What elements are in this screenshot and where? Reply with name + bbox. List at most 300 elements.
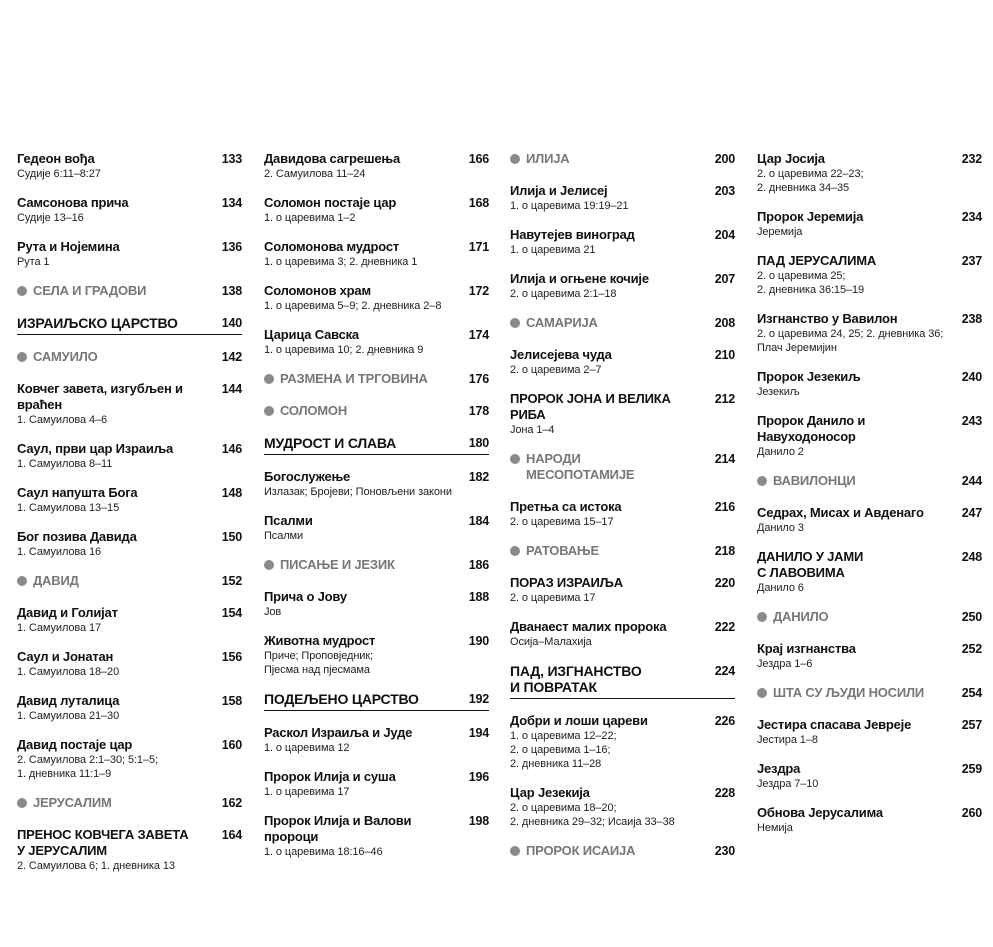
entry-title: Илија и Јелисеј <box>510 183 608 198</box>
entry-heading <box>17 151 242 167</box>
toc-entry <box>510 183 735 213</box>
section-label <box>17 349 98 365</box>
bullet-icon <box>757 612 767 622</box>
toc-entry <box>264 769 489 799</box>
entry-heading <box>17 381 242 413</box>
entry-heading <box>510 713 735 729</box>
toc-entry <box>757 717 982 747</box>
toc-entry <box>17 605 242 635</box>
entry-reference: Јона 1–4 <box>510 424 555 436</box>
page-number: 250 <box>961 610 982 624</box>
entry-title: ПРОРОК ЈОНА И ВЕЛИКА РИБА <box>510 391 671 422</box>
bullet-icon <box>264 374 274 384</box>
page-number: 168 <box>468 196 489 210</box>
entry-heading <box>264 513 489 529</box>
section-label <box>757 685 924 701</box>
entry-title: Крај изгнанства <box>757 641 856 656</box>
entry-title: Соломон постаје цар <box>264 195 397 210</box>
entry-heading <box>17 737 242 753</box>
entry-heading <box>757 369 982 385</box>
toc-column-2 <box>264 151 489 873</box>
entry-title: Пророк Језекиљ <box>757 369 861 384</box>
page-number: 244 <box>961 474 982 488</box>
section-label <box>264 403 347 419</box>
entry-heading <box>264 469 489 485</box>
section-title: НАРОДИ МЕСОПОТАМИЈЕ <box>526 451 635 482</box>
page-number: 136 <box>221 240 242 254</box>
toc-entry <box>510 499 735 529</box>
toc-entry <box>264 283 489 313</box>
section-label <box>264 371 428 387</box>
page-number: 234 <box>961 210 982 224</box>
toc-entry <box>264 813 489 859</box>
toc-section <box>510 451 735 483</box>
page-number: 142 <box>221 350 242 364</box>
part-title: МУДРОСТ И СЛАВА <box>264 435 397 451</box>
entry-title: Јелисејева чуда <box>510 347 612 362</box>
part-heading <box>264 435 489 451</box>
toc-entry <box>264 633 489 677</box>
bullet-icon <box>17 286 27 296</box>
page-number: 148 <box>221 486 242 500</box>
entry-reference: 1. о царевима 10; 2. дневника 9 <box>264 344 424 356</box>
entry-title: Рута и Нојемина <box>17 239 120 254</box>
entry-title: ДАНИЛО У ЈАМИ С ЛАВОВИМА <box>757 549 864 580</box>
toc-entry <box>264 195 489 225</box>
entry-heading <box>510 183 735 199</box>
entry-heading <box>264 725 489 741</box>
entry-reference: 1. Самуилова 18–20 <box>17 666 120 678</box>
page-number: 184 <box>468 514 489 528</box>
entry-reference: 1. Самуилова 8–11 <box>17 458 113 470</box>
toc-section <box>510 151 735 167</box>
bullet-icon <box>17 352 27 362</box>
toc-entry <box>264 239 489 269</box>
section-title: САМУИЛО <box>33 349 98 364</box>
bullet-icon <box>510 318 520 328</box>
section-label <box>510 151 569 167</box>
toc-entry <box>510 713 735 771</box>
entry-reference: 2. о царевима 18–20; 2. дневника 29–32; Исаија 33–38 <box>510 802 675 828</box>
section-heading <box>510 543 735 559</box>
section-title: ВАВИЛОНЦИ <box>773 473 856 488</box>
toc-entry <box>510 575 735 605</box>
entry-reference: Језекиљ <box>757 386 800 398</box>
toc-entry <box>510 227 735 257</box>
entry-title: Соломонова мудрост <box>264 239 400 254</box>
entry-reference: 2. о царевима 15–17 <box>510 516 614 528</box>
page-number: 188 <box>468 590 489 604</box>
section-label <box>17 283 146 299</box>
toc-entry <box>17 737 242 781</box>
section-label <box>510 543 599 559</box>
entry-reference: 2. Самуилова 6; 1. дневника 13 <box>17 860 175 872</box>
entry-heading <box>17 529 242 545</box>
toc-entry <box>757 209 982 239</box>
page-number: 176 <box>468 372 489 386</box>
toc-section <box>510 315 735 331</box>
entry-title: Јестира спасава Јевреје <box>757 717 912 732</box>
section-label <box>264 557 395 573</box>
page-number: 172 <box>468 284 489 298</box>
entry-reference: 2. о царевима 24, 25; 2. дневника 36; Плач Јеремијин <box>757 328 944 354</box>
entry-reference: 1. о царевима 17 <box>264 786 350 798</box>
entry-reference: Псалми <box>264 530 304 542</box>
entry-heading <box>510 575 735 591</box>
section-title: ИЛИЈА <box>526 151 570 166</box>
toc-section <box>510 543 735 559</box>
entry-title: Ковчег завета, изгубљен и враћен <box>17 381 183 412</box>
entry-heading <box>757 311 982 327</box>
bullet-icon <box>17 576 27 586</box>
page-number: 138 <box>221 284 242 298</box>
page-number: 158 <box>221 694 242 708</box>
page-number: 162 <box>221 796 242 810</box>
toc-entry <box>17 239 242 269</box>
toc-entry <box>757 369 982 399</box>
entry-reference: 2. о царевима 25; 2. дневника 36:15–19 <box>757 270 865 296</box>
toc-entry <box>17 195 242 225</box>
entry-heading <box>757 151 982 167</box>
entry-reference: Судије 13–16 <box>17 212 84 224</box>
entry-title: Пророк Илија и Валови пророци <box>264 813 412 844</box>
entry-title: Животна мудрост <box>264 633 376 648</box>
toc-entry <box>757 805 982 835</box>
entry-heading <box>17 239 242 255</box>
section-label <box>510 451 634 483</box>
entry-reference: 2. о царевима 22–23; 2. дневника 34–35 <box>757 168 864 194</box>
section-heading <box>757 685 982 701</box>
page-number: 171 <box>468 240 489 254</box>
entry-heading <box>757 209 982 225</box>
entry-heading <box>17 195 242 211</box>
entry-reference: 1. Самуилова 4–6 <box>17 414 108 426</box>
toc-section <box>264 403 489 419</box>
page-number: 247 <box>961 506 982 520</box>
page-number: 237 <box>961 254 982 268</box>
toc-entry <box>17 529 242 559</box>
entry-reference: Излазак; Бројеви; Поновљени закони <box>264 486 452 498</box>
toc-part <box>510 663 735 699</box>
page-number: 203 <box>714 184 735 198</box>
toc-part <box>17 315 242 335</box>
page-number: 154 <box>221 606 242 620</box>
entry-reference: Јездра 1–6 <box>757 658 813 670</box>
toc-section <box>757 473 982 489</box>
bullet-icon <box>510 846 520 856</box>
entry-heading <box>757 717 982 733</box>
toc-entry <box>264 513 489 543</box>
entry-title: Саул и Јонатан <box>17 649 114 664</box>
entry-title: Бог позива Давида <box>17 529 137 544</box>
entry-heading <box>757 641 982 657</box>
page-number: 240 <box>961 370 982 384</box>
section-title: СЕЛА И ГРАДОВИ <box>33 283 147 298</box>
toc-column-3 <box>510 151 735 875</box>
toc-column-1 <box>17 151 242 887</box>
toc-entry <box>757 505 982 535</box>
toc-entry <box>264 151 489 181</box>
section-heading <box>757 473 982 489</box>
entry-title: Навутејев виноград <box>510 227 635 242</box>
entry-reference: 2. Самуилова 2:1–30; 5:1–5; 1. дневника 11:1–9 <box>17 754 158 780</box>
entry-heading <box>510 619 735 635</box>
entry-title: Давид и Голијат <box>17 605 118 620</box>
page-number: 198 <box>468 814 489 828</box>
page-number: 260 <box>961 806 982 820</box>
entry-heading <box>264 633 489 649</box>
page-number: 180 <box>468 436 489 450</box>
toc-entry <box>757 761 982 791</box>
part-heading <box>17 315 242 331</box>
entry-heading <box>264 239 489 255</box>
entry-reference: Рута 1 <box>17 256 50 268</box>
section-title: РАТОВАЊЕ <box>526 543 600 558</box>
section-title: ПИСАЊЕ И ЈЕЗИК <box>280 557 395 572</box>
entry-reference: 2. Самуилова 11–24 <box>264 168 366 180</box>
entry-title: Илија и огњене кочије <box>510 271 649 286</box>
entry-reference: Јов <box>264 606 282 618</box>
entry-title: Пророк Данило и Навуходоносор <box>757 413 866 444</box>
entry-title: Дванаест малих пророка <box>510 619 667 634</box>
entry-reference: 1. о царевима 21 <box>510 244 596 256</box>
entry-title: Гедеон вођа <box>17 151 95 166</box>
page-number: 214 <box>714 452 735 466</box>
entry-heading <box>757 253 982 269</box>
entry-title: Седрах, Мисах и Авденаго <box>757 505 924 520</box>
page-number: 248 <box>961 550 982 564</box>
toc-section <box>17 795 242 811</box>
toc-section <box>757 609 982 625</box>
entry-title: Соломонов храм <box>264 283 371 298</box>
section-title: САМАРИЈА <box>526 315 598 330</box>
entry-title: Давид луталица <box>17 693 120 708</box>
entry-reference: Осија–Малахија <box>510 636 592 648</box>
page-number: 232 <box>961 152 982 166</box>
page-number: 208 <box>714 316 735 330</box>
page-number: 182 <box>468 470 489 484</box>
toc-entry <box>510 347 735 377</box>
toc-entry <box>757 549 982 595</box>
entry-title: Царица Савска <box>264 327 359 342</box>
page-number: 207 <box>714 272 735 286</box>
page-number: 218 <box>714 544 735 558</box>
section-heading <box>510 151 735 167</box>
toc-section <box>757 685 982 701</box>
entry-heading <box>510 271 735 287</box>
page-number: 212 <box>714 392 735 406</box>
toc-section <box>264 371 489 387</box>
toc-entry <box>17 485 242 515</box>
page-number: 230 <box>714 844 735 858</box>
section-heading <box>264 403 489 419</box>
entry-reference: 1. Самуилова 16 <box>17 546 102 558</box>
toc-entry <box>264 327 489 357</box>
toc-column-4 <box>757 151 982 849</box>
entry-heading <box>510 227 735 243</box>
section-label <box>510 315 598 331</box>
toc-entry <box>757 253 982 297</box>
entry-reference: 2. о царевима 17 <box>510 592 596 604</box>
entry-reference: Јеремија <box>757 226 803 238</box>
entry-reference: Јездра 7–10 <box>757 778 819 790</box>
page-number: 160 <box>221 738 242 752</box>
section-label <box>510 843 635 859</box>
bullet-icon <box>510 154 520 164</box>
entry-heading <box>757 505 982 521</box>
entry-reference: Данило 6 <box>757 582 804 594</box>
bullet-icon <box>264 560 274 570</box>
bullet-icon <box>264 406 274 416</box>
entry-heading <box>17 441 242 457</box>
toc-entry <box>510 271 735 301</box>
entry-reference: 1. о царевима 18:16–46 <box>264 846 383 858</box>
entry-title: Прича о Јову <box>264 589 347 604</box>
entry-heading <box>264 769 489 785</box>
entry-title: Пророк Илија и суша <box>264 769 396 784</box>
entry-title: Саул, први цар Израиља <box>17 441 174 456</box>
page-number: 210 <box>714 348 735 362</box>
entry-heading <box>510 499 735 515</box>
toc-entry <box>510 391 735 437</box>
page-number: 140 <box>221 316 242 330</box>
page-number: 156 <box>221 650 242 664</box>
page-number: 166 <box>468 152 489 166</box>
page-number: 174 <box>468 328 489 342</box>
entry-reference: 1. о царевима 1–2 <box>264 212 356 224</box>
entry-heading <box>510 347 735 363</box>
toc-section <box>264 557 489 573</box>
toc-entry <box>17 649 242 679</box>
bullet-icon <box>757 688 767 698</box>
page-number: 224 <box>714 664 735 678</box>
entry-title: ПОРАЗ ИЗРАИЉА <box>510 575 623 590</box>
entry-reference: 1. Самуилова 13–15 <box>17 502 120 514</box>
entry-reference: Јестира 1–8 <box>757 734 818 746</box>
entry-title: Давид постаје цар <box>17 737 133 752</box>
toc-entry <box>17 827 242 873</box>
toc-section <box>17 283 242 299</box>
section-heading <box>17 349 242 365</box>
page-number: 200 <box>714 152 735 166</box>
section-heading <box>510 843 735 859</box>
entry-title: Претња са истока <box>510 499 622 514</box>
toc-entry <box>757 641 982 671</box>
section-heading <box>17 573 242 589</box>
entry-title: ПРЕНОС КОВЧЕГА ЗАВЕТА У ЈЕРУСАЛИМ <box>17 827 189 858</box>
entry-reference: 1. о царевима 12 <box>264 742 350 754</box>
bullet-icon <box>17 798 27 808</box>
page-number: 150 <box>221 530 242 544</box>
entry-title: Јездра <box>757 761 801 776</box>
entry-title: Изгнанство у Вавилон <box>757 311 898 326</box>
section-label <box>757 473 856 489</box>
entry-reference: 2. о царевима 2–7 <box>510 364 602 376</box>
entry-reference: 2. о царевима 2:1–18 <box>510 288 617 300</box>
entry-heading <box>757 413 982 445</box>
page-number: 192 <box>468 692 489 706</box>
entry-heading <box>264 283 489 299</box>
toc-entry <box>264 589 489 619</box>
part-title: ПОДЕЉЕНО ЦАРСТВО <box>264 691 419 707</box>
toc-entry <box>757 311 982 355</box>
entry-heading <box>17 485 242 501</box>
entry-reference: Данило 2 <box>757 446 804 458</box>
section-title: ДАВИД <box>33 573 79 588</box>
page-number: 164 <box>221 828 242 842</box>
part-heading <box>510 663 735 695</box>
page-number: 178 <box>468 404 489 418</box>
section-title: СОЛОМОН <box>280 403 348 418</box>
toc-entry <box>757 151 982 195</box>
toc-entry <box>17 381 242 427</box>
section-title: ШТА СУ ЉУДИ НОСИЛИ <box>773 685 925 700</box>
entry-title: ПАД ЈЕРУСАЛИМА <box>757 253 877 268</box>
entry-title: Раскол Израиља и Јуде <box>264 725 413 740</box>
page-number: 252 <box>961 642 982 656</box>
page-number: 259 <box>961 762 982 776</box>
page-number: 254 <box>961 686 982 700</box>
entry-heading <box>17 693 242 709</box>
section-heading <box>17 283 242 299</box>
entry-title: Саул напушта Бога <box>17 485 138 500</box>
entry-title: Цар Јосија <box>757 151 825 166</box>
page-number: 144 <box>221 382 242 396</box>
page-number: 204 <box>714 228 735 242</box>
entry-title: Давидова сагрешења <box>264 151 401 166</box>
page-number: 257 <box>961 718 982 732</box>
page-number: 238 <box>961 312 982 326</box>
entry-title: Цар Језекија <box>510 785 590 800</box>
toc-entry <box>17 693 242 723</box>
page-number: 216 <box>714 500 735 514</box>
entry-reference: 1. о царевима 5–9; 2. дневника 2–8 <box>264 300 442 312</box>
entry-reference: 1. о царевима 12–22; 2. о царевима 1–16; 2. дневника 11–28 <box>510 730 617 770</box>
page-number: 134 <box>221 196 242 210</box>
entry-title: Обнова Јерусалима <box>757 805 883 820</box>
toc-entry <box>17 441 242 471</box>
entry-reference: Приче; Проповједник; Пјесма над пјесмама <box>264 650 374 676</box>
entry-reference: Судије 6:11–8:27 <box>17 168 101 180</box>
bullet-icon <box>510 546 520 556</box>
toc-section <box>17 349 242 365</box>
section-label <box>757 609 828 625</box>
page-number: 196 <box>468 770 489 784</box>
toc-entry <box>510 785 735 829</box>
entry-reference: Данило 3 <box>757 522 804 534</box>
page-number: 186 <box>468 558 489 572</box>
entry-reference: 1. о царевима 19:19–21 <box>510 200 629 212</box>
toc-entry <box>510 619 735 649</box>
entry-reference: 1. Самуилова 17 <box>17 622 102 634</box>
entry-heading <box>17 649 242 665</box>
page-number: 133 <box>221 152 242 166</box>
part-title: ИЗРАИЉСКО ЦАРСТВО <box>17 315 178 331</box>
entry-heading <box>264 589 489 605</box>
entry-heading <box>510 391 735 423</box>
page-number: 220 <box>714 576 735 590</box>
entry-title: Добри и лоши цареви <box>510 713 648 728</box>
section-title: ДАНИЛО <box>773 609 829 624</box>
section-title: РАЗМЕНА И ТРГОВИНА <box>280 371 428 386</box>
toc-entry <box>264 469 489 499</box>
bullet-icon <box>510 454 520 464</box>
entry-heading <box>264 195 489 211</box>
section-heading <box>264 557 489 573</box>
entry-heading <box>264 327 489 343</box>
entry-heading <box>757 805 982 821</box>
entry-heading <box>757 761 982 777</box>
